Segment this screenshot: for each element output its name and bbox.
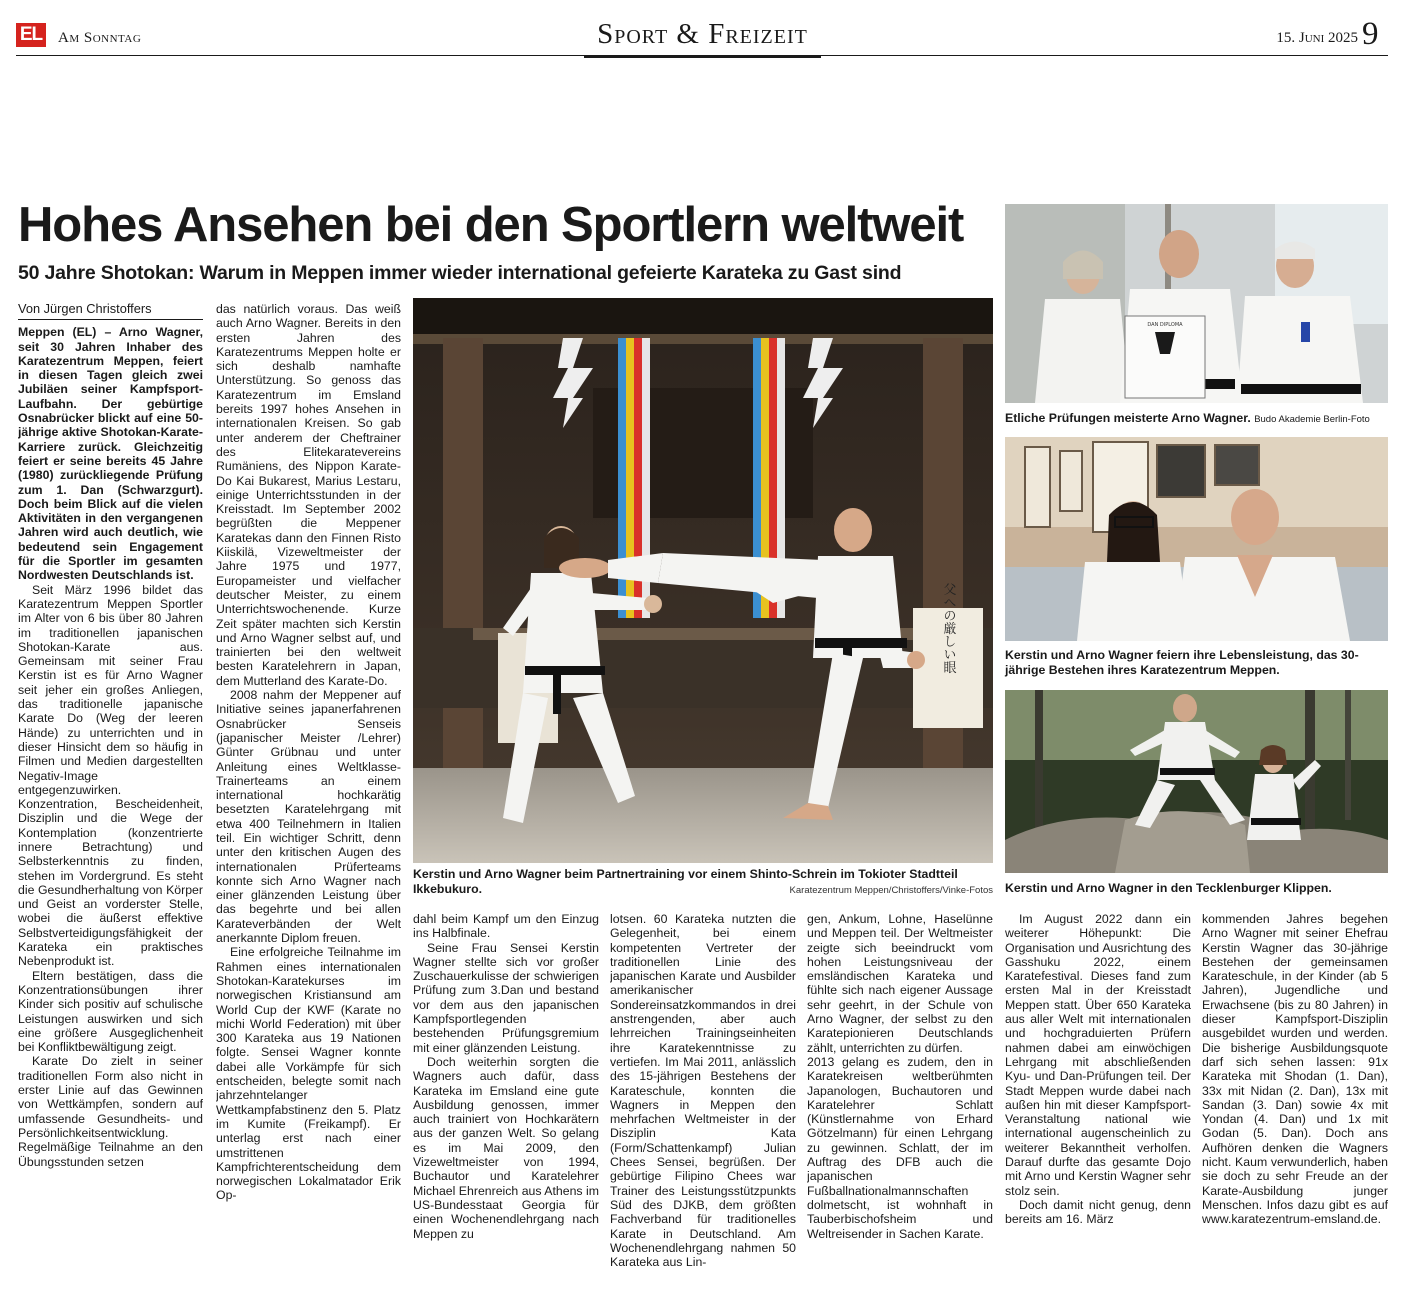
photo-diploma-award <box>1005 204 1388 403</box>
article-column-3 <box>413 912 599 1297</box>
paragraph: 2013 gelang es zudem, den in Karatekreisen weltberühmten Japanologen, Buchautoren und Karatelehrer Schlatt (Künstlernahme von Erhard Götzelmann) für einen Lehrgang zu gewinnen. Schlatt, der im Auftrag des DFB auch die japanischen Fußballnationalmannschaften dolmetscht, ist wohnhaft in Tauberbischofsheim und Weltreisender in Sachen Karate. <box>807 1054 993 1241</box>
paragraph: Eltern bestätigen, dass die Konzentrationsübungen ihrer Kinder sich positiv auf schulische Leistungen auswirken und sich eine größere Ausgeglichenheit bei Konfliktbewältigung zeigt. <box>18 968 203 1055</box>
article-column-2 <box>216 302 401 1297</box>
paragraph: Doch weiterhin sorgten die Wagners auch dafür, dass Karateka im Emsland eine gute Ausbildung genossen, immer auch trainiert von Hochkarätern aus der ganzen Welt. So gelang es im Mai 2009, den Vizeweltmeister von 1994, Buchautor und Karatelehrer Michael Ehrenreich aus Athens im US-Bundesstaat Georgia für einen Wochenendlehrgang nach Meppen zu <box>413 1054 599 1241</box>
byline: Von Jürgen Christoffers <box>18 302 203 320</box>
paragraph: dahl beim Kampf um den Einzug ins Halbfinale. <box>413 912 599 941</box>
paragraph: Doch damit nicht genug, denn bereits am 16. März <box>1005 1197 1191 1227</box>
article-column-7 <box>1202 912 1388 1297</box>
paragraph: Seit März 1996 bildet das Karatezentrum Meppen Sportler im Alter von 6 bis über 80 Jahren im traditionellen japanischen Shotokan-Karate aus. Gemeinsam mit seiner Frau Kerstin ist es für Arno Wagner seit jeher ein großes Anliegen, das traditionelle japanische Karate Do (Weg der leeren Hände) zu unterrichten und in dieser Hinsicht dem so häufig in Filmen und Medien dargestellten Negativ-Image entgegenzuwirken. Konzentration, Bescheidenheit, Disziplin und die Wege der Kontemplation (konzentrierte innere Betrachtung) und Selbsterkenntnis zu finden, stehen im Vordergrund. Es steht die Gesundherhaltung von Körper und Geist an vorderster Stelle, wobei die äußerst effektive Selbstverteidigungsfähigkeit der Karateka ein praktisches Nebenprodukt ist. <box>18 582 203 969</box>
main-photo-credit: Karatezentrum Meppen/Christoffers/Vinke-Fotos <box>789 885 993 896</box>
paragraph: kommenden Jahres begehen Arno Wagner mit seiner Ehefrau Kerstin Wagner das 30-jährige Bestehen der gemeinsamen Karateschule, in der Kinder (ab 5 Jahren), Jugendliche und Erwachsene (bis zu 80 Jahren) in dieser Kampfsport-Disziplin ausgebildet wurden und werden. Die bisherige Ausbildungsquote darf sich sehen lassen: 91x Karateka mit Shodan (1. Dan), 33x mit Nidan (2. Dan), 13x mit Sandan (3. Dan) sowie 4x mit Yondan (4. Dan) und 1x mit Godan (5. Dan). Doch ans Aufhören denken die Wagners nicht. Kaum verwunderlich, haben sie doch zu sehr Freude an der Karate-Ausbildung junger Menschen. Infos dazu gibt es auf www.karatezentrum-emsland.de. <box>1202 912 1388 1227</box>
article-column-1 <box>18 302 203 1297</box>
photo-credit: Budo Akademie Berlin-Foto <box>1254 414 1370 425</box>
photo-celebration <box>1005 437 1388 641</box>
photo-diploma-caption <box>1005 411 1395 428</box>
paragraph: lotsen. 60 Karateka nutzten die Gelegenheit, bei einem kompetenten Vertreter der traditionellen Linie des japanischen Karate und Ausbilder amerikanischer Sondereinsatzkommandos in drei anstrengenden, aber auch lehrreichen Trainingseinheiten ihre Karatekenntnisse zu vertiefen. Im Mai 2011, anlässlich des 15-jährigen Bestehens der Karateschule, konnten die Wagners in Meppen den mehrfachen Weltmeister in der Disziplin Kata (Form/Schattenkampf) Julian Chees Sensei, begrüßen. Der gebürtige Filipino Chees war Trainer des Leistungsstützpunkts Süd des DJKB, dem größten Fachverband für traditionelles Karate in Deutschland. Am Wochenendlehrgang nahmen 50 Karateka aus Lin- <box>610 912 796 1270</box>
main-photo-karate-training <box>413 298 993 863</box>
shrine-scene <box>413 298 993 863</box>
paragraph: Seine Frau Sensei Kerstin Wagner stellte sich vor großer Zuschauerkulisse der schwierigen Prüfung zum 3.Dan und bestand vor dem aus den japanischen Kampfsportlegenden bestehenden Prüfungsgremium mit einer glänzenden Leistung. <box>413 940 599 1055</box>
article-headline: Hohes Ansehen bei den Sportlern weltweit <box>18 198 964 252</box>
paragraph: Im August 2022 dann ein weiterer Höhepunkt: Die Organisation und Ausrichtung des Gasshuku 2022, einem Karatefestival. Dieses fand zum ersten Mal in der Kreisstadt Meppen statt. Über 650 Karateka aus aller Welt mit internationalen und hochgraduierten Prüfern nahmen dabei am einwöchigen Lehrgang mit abschließenden Kyu- und Dan-Prüfungen teil. Der Stadt Meppen wurde dabei nach außen hin mit dieser Kampfsport-Veranstaltung national wie international augenscheinlich zu weiterer Bekanntheit verholfen. Darauf durfte das gesamte Dojo mit Arno und Kerstin Wagner sehr stolz sein. <box>1005 912 1191 1198</box>
photo-klippen-caption: Kerstin und Arno Wagner in den Tecklenburger Klippen. <box>1005 881 1332 895</box>
photo-celebration-caption: Kerstin und Arno Wagner feiern ihre Lebensleistung, das 30-jährige Bestehen ihres Karatezentrum Meppen. <box>1005 648 1359 677</box>
issue-date: 15. Juni 2025 <box>1276 30 1358 46</box>
section-title: Sport & Freizeit <box>597 18 808 50</box>
article-lead: Meppen (EL) – Arno Wagner, seit 30 Jahren Inhaber des Karatezentrum Meppen, feiert in diesen Tagen gleich zwei Jubiläen seiner Kampfsport-Laufbahn. Der gebürtige Osnabrücker blickt auf eine 50-jährige aktive Shotokan-Karate-Karriere zurück. Gleichzeitig feiert er seine bereits 45 Jahre (1980) zurückliegende Prüfung zum 1. Dan (Schwarzgurt). Doch beim Blick auf die vielen Aktivitäten in den vergangenen Jahren wird auch deutlich, wie bedeutend sein Engagement für die Sportler im gesamten Nordwesten Deutschlands ist. <box>18 325 203 583</box>
photo-tecklenburg-klippen <box>1005 690 1388 873</box>
main-photo-caption: Kerstin und Arno Wagner beim Partnertraining vor einem Shinto-Schrein im Tokioter Stadtteil Ikkebukuro. <box>413 867 958 896</box>
paragraph: das natürlich voraus. Das weiß auch Arno Wagner. Bereits in den ersten Jahren des Karatezentrums Meppen holte er sich deshalb namhafte Unterstützung. So genoss das Karatezentrum im Emsland bereits 1997 hohes Ansehen in internationalen Kreisen. So gab unter anderem der Cheftrainer des Elitekaratevereins Rumäniens, des Nippon Karate-Do Kai Bukarest, Marius Lestaru, einige Unterrichtsstunden in der Kreisstadt. Im September 2002 begrüßten die Meppener Karatekas dann den Finnen Risto Kiiskilä, Vizeweltmeister der Jahre 1975 und 1977, Europameister und vielfacher deutscher Meister, zu einem Unterrichtswochenende. Kurze Zeit später machten sich Kerstin und Arno Wagner selbst auf, und trainierten bei den weltweit besten Karatelehrern in Japan, dem Mutterland des Karate-Do. <box>216 302 401 688</box>
paragraph: 2008 nahm der Meppener auf Initiative seines japanerfahrenen Osnabrücker Senseis (japanischer Meister /Lehrer) Günter Grübnau und unter Anleitung eines Weltklasse-Trainerteams an einem international hochkarätig besetzten Karatelehrgang mit etwa 400 Teilnehmern in Italien teil. Ein wichtiger Schritt, denn unter den kritischen Augen des internationalen Prüferteams konnte sich Arno Wagner nach einer glänzenden Leistung über das begehrte und bei allen Karateverbänden der Welt anerkannte Diplom freuen. <box>216 688 401 946</box>
newspaper-logo: EL <box>16 23 46 47</box>
diploma-title: DAN DIPLOMA <box>1147 322 1183 328</box>
article-column-5 <box>807 912 993 1297</box>
paragraph: Karate Do zielt in seiner traditionellen Form also nicht in erster Linie auf das Gewinnen von Wettkämpfen, sondern auf umfassende Gesundheits- und Persönlichkeitsentwicklung. Regelmäßige Teilnahme an den Übungsstunden setzen <box>18 1054 203 1169</box>
photo-caption-text: Etliche Prüfungen meisterte Arno Wagner. <box>1005 411 1251 425</box>
paragraph: Eine erfolgreiche Teilnahme im Rahmen eines internationalen Shotokan-Karatekurses im norwegischen Kristiansund am World Cup der KWF (Karate no michi World Federation) mit über 300 Karateka aus 19 Nationen folgte. Sensei Wagner konnte dabei alle Vorkämpfe für sich entscheiden, belegte somit nach jahrzehntelanger Wettkampfabstinenz den 5. Platz im Kumite (Freikampf). Er unterlag erst nach einer umstrittenen Kampfrichterentscheidung dem norwegischen Lokalmatador Erik Op- <box>216 945 401 1203</box>
article-column-6 <box>1005 912 1191 1297</box>
shrine-sign: 父への厳しい眼 <box>940 582 956 674</box>
article-subheadline: 50 Jahre Shotokan: Warum in Meppen immer wieder international gefeierte Karateka zu Gast sind <box>18 262 902 284</box>
section-underline <box>584 56 821 58</box>
masthead-rule <box>16 55 1388 56</box>
page-number: 9 <box>1362 16 1379 52</box>
paragraph: gen, Ankum, Lohne, Haselünne und Meppen teil. Der Weltmeister zeigte sich beeindruckt vom hohen Leistungsniveau der emsländischen Karateka und fühlte sich nach eigener Aussage sehr geehrt, in der Schule von Arno Wagner, der selbst zu den Karatepionieren Deutschlands zählt, unterrichten zu dürfen. <box>807 912 993 1055</box>
edition-name: Am Sonntag <box>58 30 142 46</box>
article-column-4 <box>610 912 796 1297</box>
